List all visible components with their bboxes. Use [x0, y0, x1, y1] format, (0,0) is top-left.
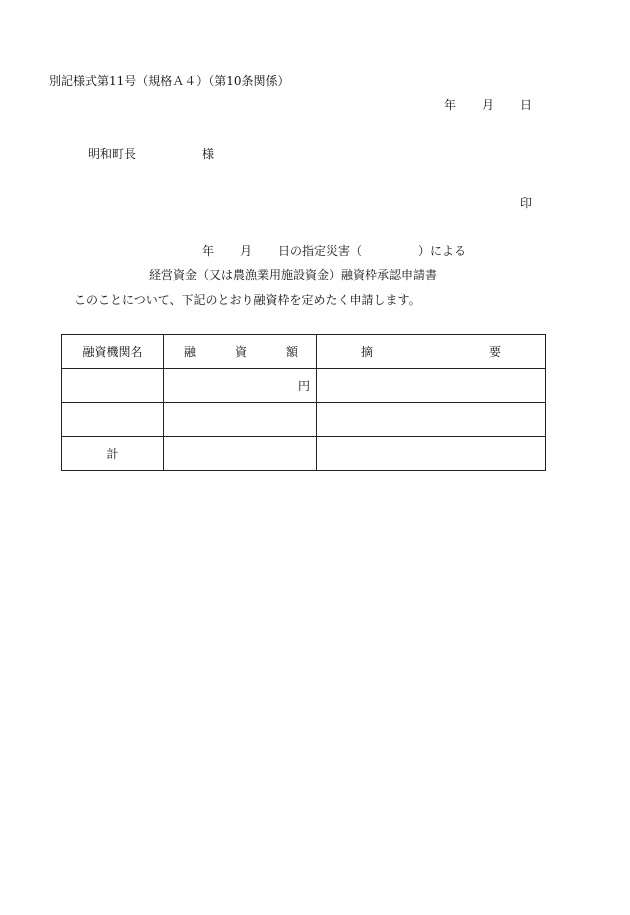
- header-summary: [317, 335, 546, 369]
- yen-unit: 円: [297, 379, 310, 393]
- disaster-year-label: 年: [202, 244, 215, 258]
- institution-cell[interactable]: [62, 369, 164, 403]
- summary-cell[interactable]: [317, 369, 546, 403]
- addressee: 明和町長: [88, 147, 137, 161]
- institution-cell[interactable]: [62, 403, 164, 437]
- total-amount-cell[interactable]: [164, 437, 317, 471]
- document-title: 経営資金（又は農漁業用施設資金）融資枠承認申請書: [149, 268, 438, 282]
- summary-cell[interactable]: [317, 403, 546, 437]
- header-amount-char: 資: [234, 345, 247, 359]
- table-total-row: [62, 437, 546, 471]
- date-month-label: 月: [482, 98, 495, 112]
- disaster-day-text: 日の指定災害（: [278, 244, 363, 258]
- disaster-month-label: 月: [240, 244, 253, 258]
- amount-cell[interactable]: [164, 403, 317, 437]
- date-year-label: 年: [444, 98, 457, 112]
- table-row: [62, 369, 546, 403]
- header-summary-char: 要: [488, 345, 501, 359]
- form-number: 別記様式第11号（規格Ａ４）（第10条関係）: [49, 74, 290, 88]
- total-label: 計: [62, 437, 164, 471]
- table-row: [62, 403, 546, 437]
- honorific: 様: [202, 147, 215, 161]
- header-amount: [164, 335, 317, 369]
- header-summary-char: 摘: [361, 345, 374, 359]
- loan-table: [61, 334, 546, 471]
- total-summary-cell[interactable]: [317, 437, 546, 471]
- header-amount-char: 額: [285, 345, 298, 359]
- header-amount-char: 融: [184, 345, 197, 359]
- date-day-label: 日: [520, 98, 533, 112]
- amount-cell[interactable]: [164, 369, 317, 403]
- header-institution: 融資機関名: [62, 335, 164, 369]
- seal-mark: 印: [520, 196, 533, 210]
- table-header-row: [62, 335, 546, 369]
- disaster-close-text: ）による: [418, 244, 467, 258]
- body-text: このことについて、下記のとおり融資枠を定めたく申請します。: [74, 293, 421, 307]
